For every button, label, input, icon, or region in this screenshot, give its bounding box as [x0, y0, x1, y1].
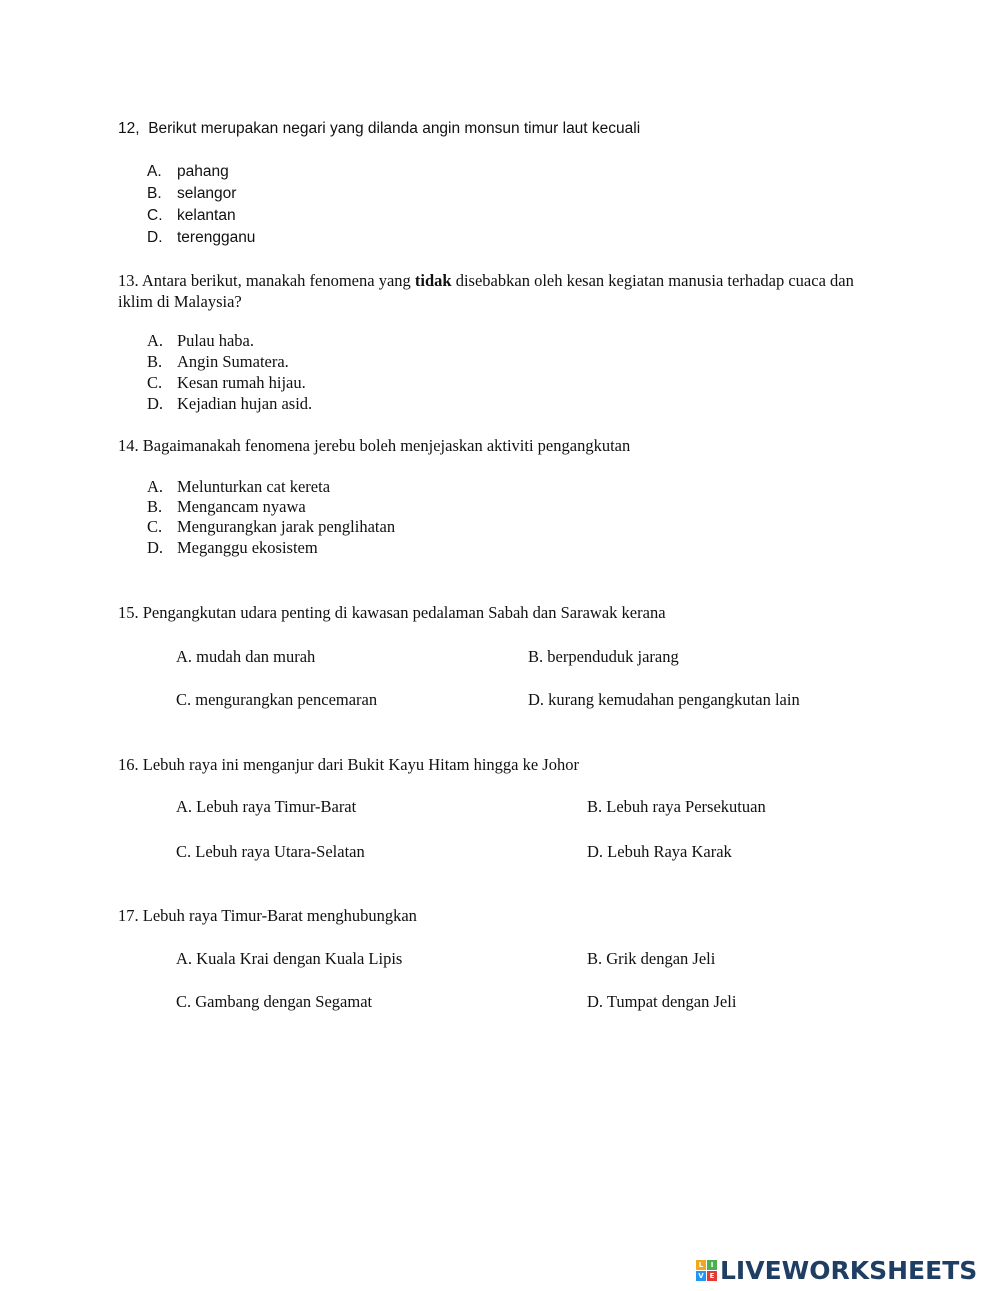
logo-mark-i: I: [707, 1260, 717, 1270]
option-15c[interactable]: C. mengurangkan pencemaran: [176, 690, 378, 709]
option-13a[interactable]: A. Pulau haba.: [147, 331, 254, 350]
option-12b[interactable]: B. selangor: [147, 185, 237, 202]
question-13-bold-word: tidak: [414, 271, 452, 290]
option-14a[interactable]: A. Melunturkan cat kereta: [147, 477, 331, 496]
question-17: 17. Lebuh raya Timur-Barat menghubungkan: [118, 906, 417, 925]
option-12a[interactable]: A. pahang: [147, 163, 229, 180]
option-15d[interactable]: D. kurang kemudahan pengangkutan lain: [528, 690, 800, 709]
option-14c[interactable]: C. Mengurangkan jarak penglihatan: [147, 517, 396, 536]
option-17d[interactable]: D. Tumpat dengan Jeli: [587, 992, 737, 1011]
option-14b[interactable]: B. Mengancam nyawa: [147, 497, 306, 516]
option-16c[interactable]: C. Lebuh raya Utara-Selatan: [176, 842, 365, 861]
question-12-text: Berikut merupakan negari yang dilanda angin monsun timur laut kecuali: [148, 120, 641, 137]
question-13-text-after: disebabkan oleh kesan kegiatan manusia terhadap cuaca dan iklim di Malaysia?: [118, 271, 854, 311]
option-16a[interactable]: A. Lebuh raya Timur-Barat: [176, 797, 357, 816]
option-17b[interactable]: B. Grik dengan Jeli: [587, 949, 716, 968]
option-12c[interactable]: C. kelantan: [147, 207, 236, 224]
option-13d[interactable]: D. Kejadian hujan asid.: [147, 394, 313, 413]
liveworksheets-logo: [696, 1255, 977, 1285]
option-15b[interactable]: B. berpenduduk jarang: [528, 647, 679, 666]
option-12d[interactable]: D. terengganu: [147, 229, 256, 246]
option-16d[interactable]: D. Lebuh Raya Karak: [587, 842, 732, 861]
option-14d[interactable]: D. Meganggu ekosistem: [147, 538, 318, 557]
option-17c[interactable]: C. Gambang dengan Segamat: [176, 992, 373, 1011]
logo-mark-v: V: [696, 1271, 706, 1281]
question-15: 15. Pengangkutan udara penting di kawasan pedalaman Sabah dan Sarawak kerana: [118, 603, 666, 622]
question-12-number: 12,: [118, 120, 140, 137]
question-13: [118, 270, 858, 312]
option-13b[interactable]: B. Angin Sumatera.: [147, 352, 289, 371]
option-16b[interactable]: B. Lebuh raya Persekutuan: [587, 797, 766, 816]
logo-mark-icon: [696, 1260, 717, 1281]
logo-text: LIVEWORKSHEETS: [720, 1255, 978, 1285]
logo-mark-e: E: [707, 1271, 717, 1281]
option-15a[interactable]: A. mudah dan murah: [176, 647, 316, 666]
question-12: [118, 118, 640, 139]
option-17a[interactable]: A. Kuala Krai dengan Kuala Lipis: [176, 949, 403, 968]
question-13-text-before: 13. Antara berikut, manakah fenomena yang: [118, 271, 411, 290]
question-14: 14. Bagaimanakah fenomena jerebu boleh menjejaskan aktiviti pengangkutan: [118, 436, 631, 455]
option-13c[interactable]: C. Kesan rumah hijau.: [147, 373, 306, 392]
question-16: 16. Lebuh raya ini menganjur dari Bukit Kayu Hitam hingga ke Johor: [118, 755, 579, 774]
logo-mark-l: L: [696, 1260, 706, 1270]
